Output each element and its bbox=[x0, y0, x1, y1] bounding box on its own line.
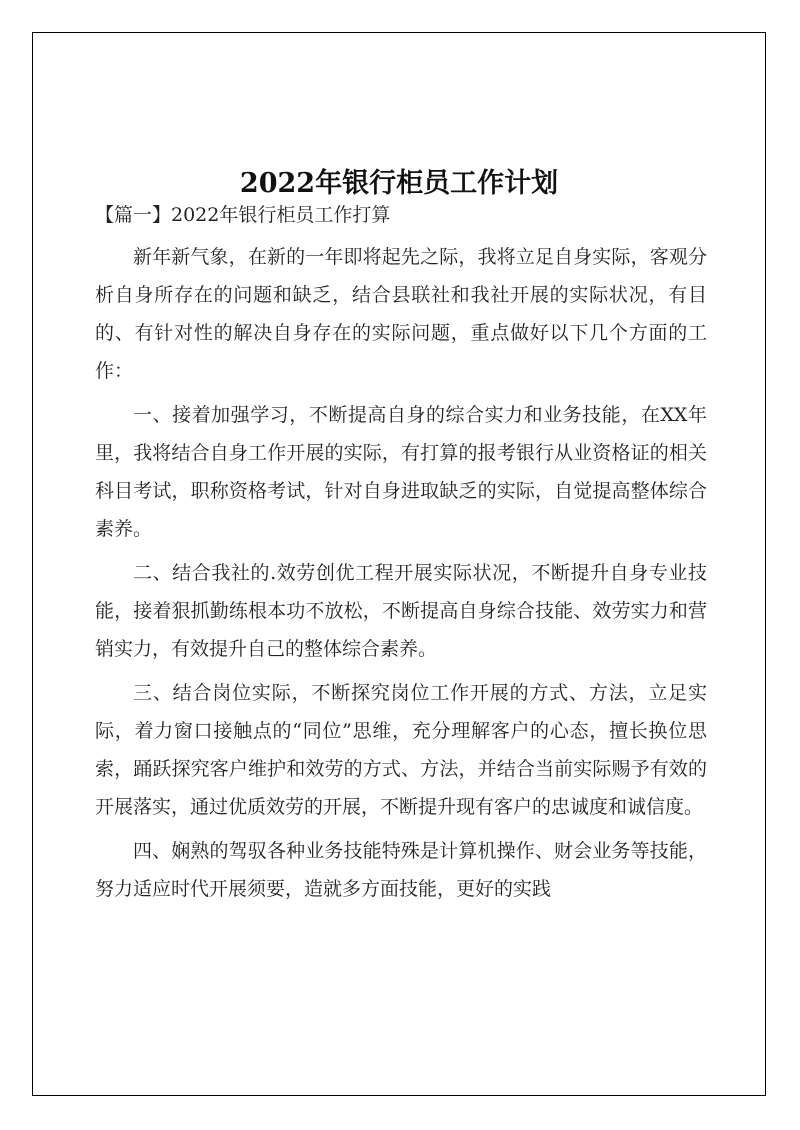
document-title: 2022年银行柜员工作计划 bbox=[239, 168, 559, 199]
paragraph: 新年新气象，在新的一年即将起先之际，我将立足自身实际，客观分析自身所存在的问题和缺乏，结合县联社和我社开展的实际状况，有目的、有针对性的解决自身存在的实际问题，重点做好以下几个方面的工作： bbox=[95, 246, 707, 382]
paragraph: 三、结合岗位实际，不断探究岗位工作开展的方式、方法，立足实际，着力窗口接触点的“同位”思维，充分理解客户的心态，擅长换位思索，踊跃探究客户维护和效劳的方式、方法，并结合当前实际赐予有效的开展落实，通过优质效劳的开展，不断提升现有客户的忠诚度和诚信度。 bbox=[95, 682, 707, 818]
paragraph: 一、接着加强学习，不断提高自身的综合实力和业务技能，在XX年里，我将结合自身工作开展的实际，有打算的报考银行从业资格证的相关科目考试，职称资格考试，针对自身进取缺乏的实际，自觉提高整体综合素养。 bbox=[95, 404, 707, 540]
document-body bbox=[95, 196, 707, 908]
paragraph: 四、娴熟的驾驭各种业务技能特殊是计算机操作、财会业务等技能，努力适应时代开展须要，造就多方面技能，更好的实践 bbox=[95, 840, 707, 900]
section-heading: 【篇一】2022年银行柜员工作打算 bbox=[95, 204, 391, 226]
paragraph: 二、结合我社的.效劳创优工程开展实际状况，不断提升自身专业技能，接着狠抓勤练根本功不放松，不断提高自身综合技能、效劳实力和营销实力，有效提升自己的整体综合素养。 bbox=[95, 562, 707, 660]
